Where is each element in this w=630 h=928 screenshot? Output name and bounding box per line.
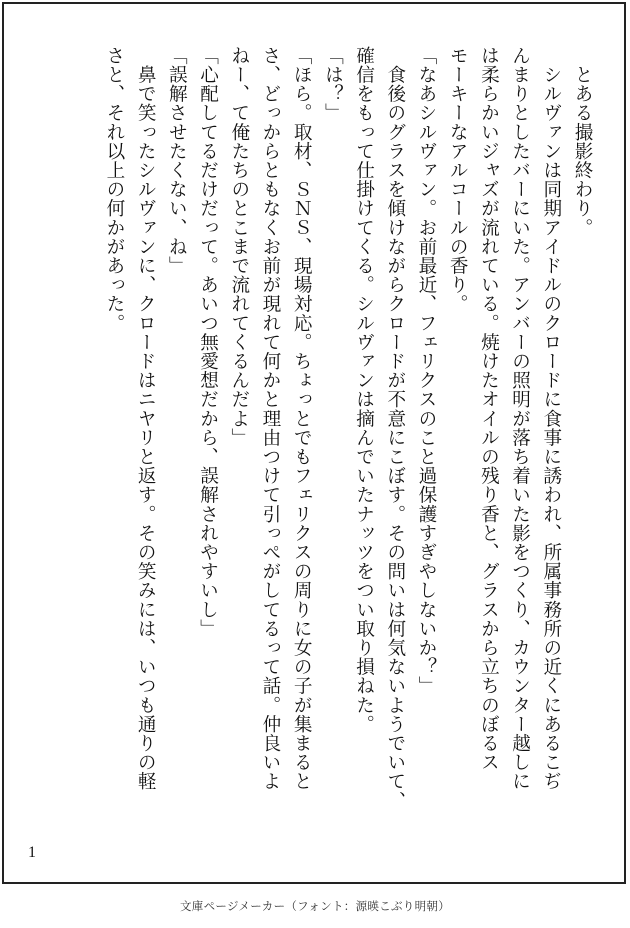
- text-line: んまりとしたバーにいた。アンバーの照明が落ち着いた影をつくり、カウンター越しに: [509, 46, 531, 791]
- vertical-text-body: [28, 46, 598, 846]
- text-line: 「誤解させたくない、ね」: [166, 46, 188, 276]
- text-line: 鼻で笑ったシルヴァンに、クロードはニヤリと返す。その笑みには、いつも通りの軽: [135, 46, 157, 791]
- footer-caption: 文庫ページメーカー（フォント：源暎こぶり明朝）: [179, 899, 451, 913]
- text-line: 「ほら。取材、ＳＮＳ、現場対応。ちょっとでもフェリクスの周りに女の子が集まると: [291, 46, 313, 791]
- text-line: 「心配してるだけだって。あいつ無愛想だから、誤解されやすいし」: [197, 46, 219, 639]
- text-line: 食後のグラスを傾けながらクロードが不意にこぼす。その問いは何気ないようでいて、: [384, 46, 406, 810]
- page-number: 1: [28, 844, 36, 861]
- text-line: ねー、て俺たちのとこまで流れてくるんだよ」: [228, 46, 250, 448]
- text-line: さと、それ以上の何かがあった。: [103, 46, 125, 333]
- text-line: は柔らかいジャズが流れている。焼けたオイルの残り香と、グラスから立ちのぼるス: [478, 46, 500, 772]
- text-line: モーキーなアルコールの香り。: [447, 46, 469, 314]
- text-line: さ、どっからともなくお前が現れて何かと理由つけて引っぺがしてるって話。仲良いよ: [259, 46, 281, 791]
- text-line: 確信をもって仕掛けてくる。シルヴァンは摘んでいたナッツをつい取り損ねた。: [353, 46, 375, 734]
- text-line: 「は？」: [322, 46, 344, 123]
- text-line: 「なあシルヴァン。お前最近、フェリクスのこと過保護すぎやしないか？」: [415, 46, 437, 696]
- text-line: シルヴァンは同期アイドルのクロードに食事に誘われ、所属事務所の近くにあるこぢ: [540, 46, 562, 791]
- book-page: [2, 2, 626, 884]
- text-line: とある撮影終わり。: [572, 46, 593, 237]
